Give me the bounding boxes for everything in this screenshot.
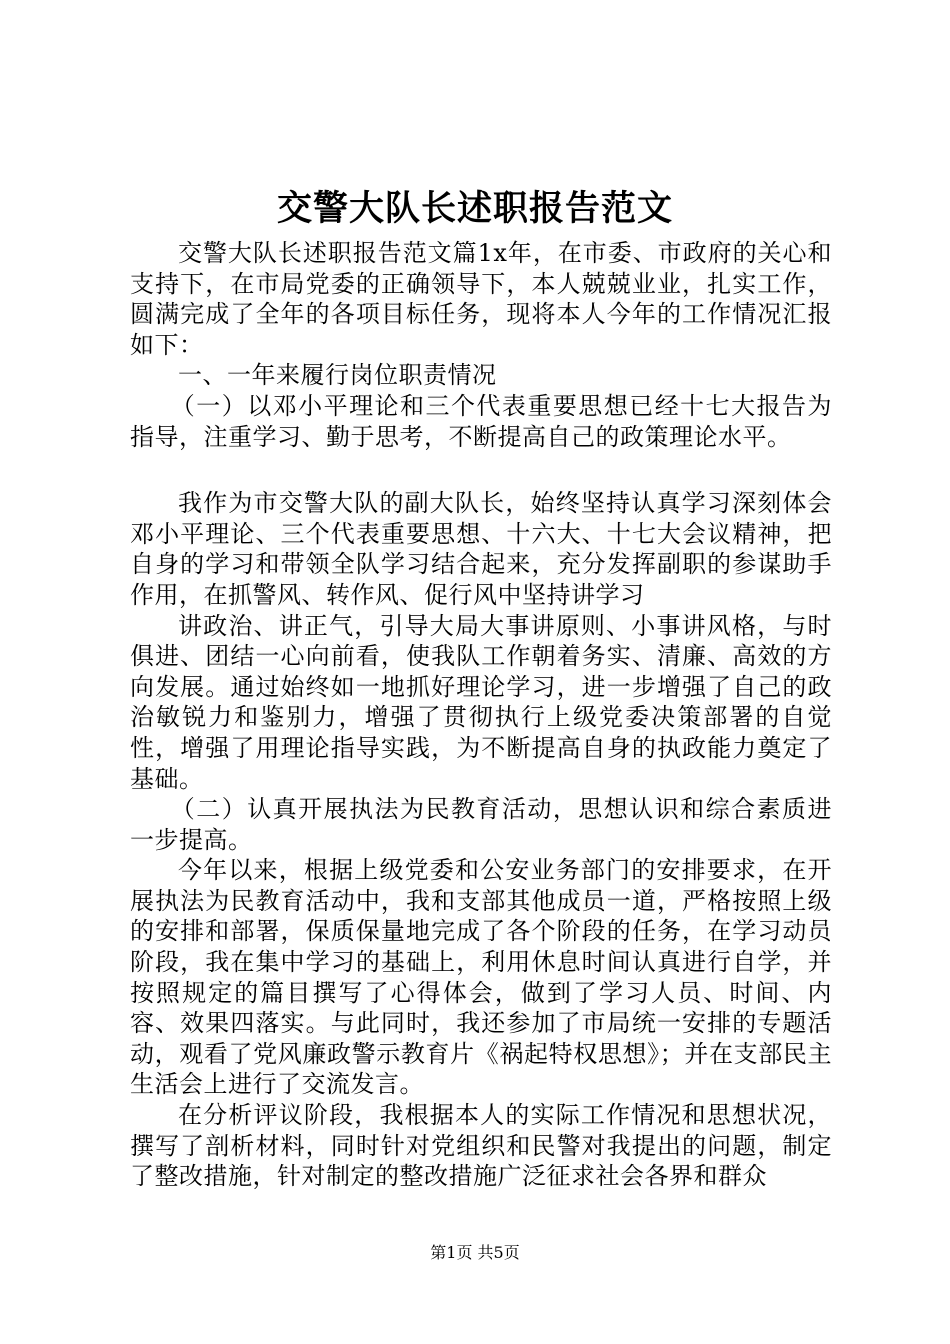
paragraph-gap [130,452,832,488]
paragraph-analysis: 在分析评议阶段，我根据本人的实际工作情况和思想状况，撰写了剖析材料，同时针对党组织和民警对我提出的问题，制定了整改措施，针对制定的整改措施广泛征求社会各界和群众 [130,1101,832,1191]
paragraph-activities: 今年以来，根据上级党委和公安业务部门的安排要求，在开展执法为民教育活动中，我和支部其他成员一道，严格按照上级的安排和部署，保质保量地完成了各个阶段的任务，在学习动员阶段，我在集中学习的基础上，利用休息时间认真进行自学，并按照规定的篇目撰写了心得体会，做到了学习人员、时间、内容、效果四落实。与此同时，我还参加了市局统一安排的专题活动，观看了党风廉政警示教育片《祸起特权思想》；并在支部民主生活会上进行了交流发言。 [130,856,832,1099]
paragraph-intro: 交警大队长述职报告范文篇1x年，在市委、市政府的关心和支持下，在市局党委的正确领导下，本人兢兢业业，扎实工作，圆满完成了全年的各项目标任务，现将本人今年的工作情况汇报如下： [130,239,832,359]
paragraph-study: 我作为市交警大队的副大队长，始终坚持认真学习深刻体会邓小平理论、三个代表重要思想、十六大、十七大会议精神，把自身的学习和带领全队学习结合起来，充分发挥副职的参谋助手作用，在抓警风、转作风、促行风中坚持讲学习 [130,489,832,609]
document-title: 交警大队长述职报告范文 [276,188,673,229]
section-heading-1: 一、一年来履行岗位职责情况 [178,361,497,390]
document-body [130,238,832,1192]
subsection-heading-1: （一）以邓小平理论和三个代表重要思想已经十七大报告为指导，注重学习、勤于思考，不断提高自己的政策理论水平。 [130,391,832,451]
page-footer: 第1页 共5页 [430,1243,520,1262]
subsection-heading-2: （二）认真开展执法为民教育活动，思想认识和综合素质进一步提高。 [130,795,832,854]
paragraph-politics: 讲政治、讲正气，引导大局大事讲原则、小事讲风格，与时俱进、团结一心向前看，使我队工作朝着务实、清廉、高效的方向发展。通过始终如一地抓好理论学习，进一步增强了自己的政治敏锐力和鉴别力，增强了贯彻执行上级党委决策部署的自觉性，增强了用理论指导实践，为不断提高自身的执政能力奠定了基础。 [130,611,832,793]
